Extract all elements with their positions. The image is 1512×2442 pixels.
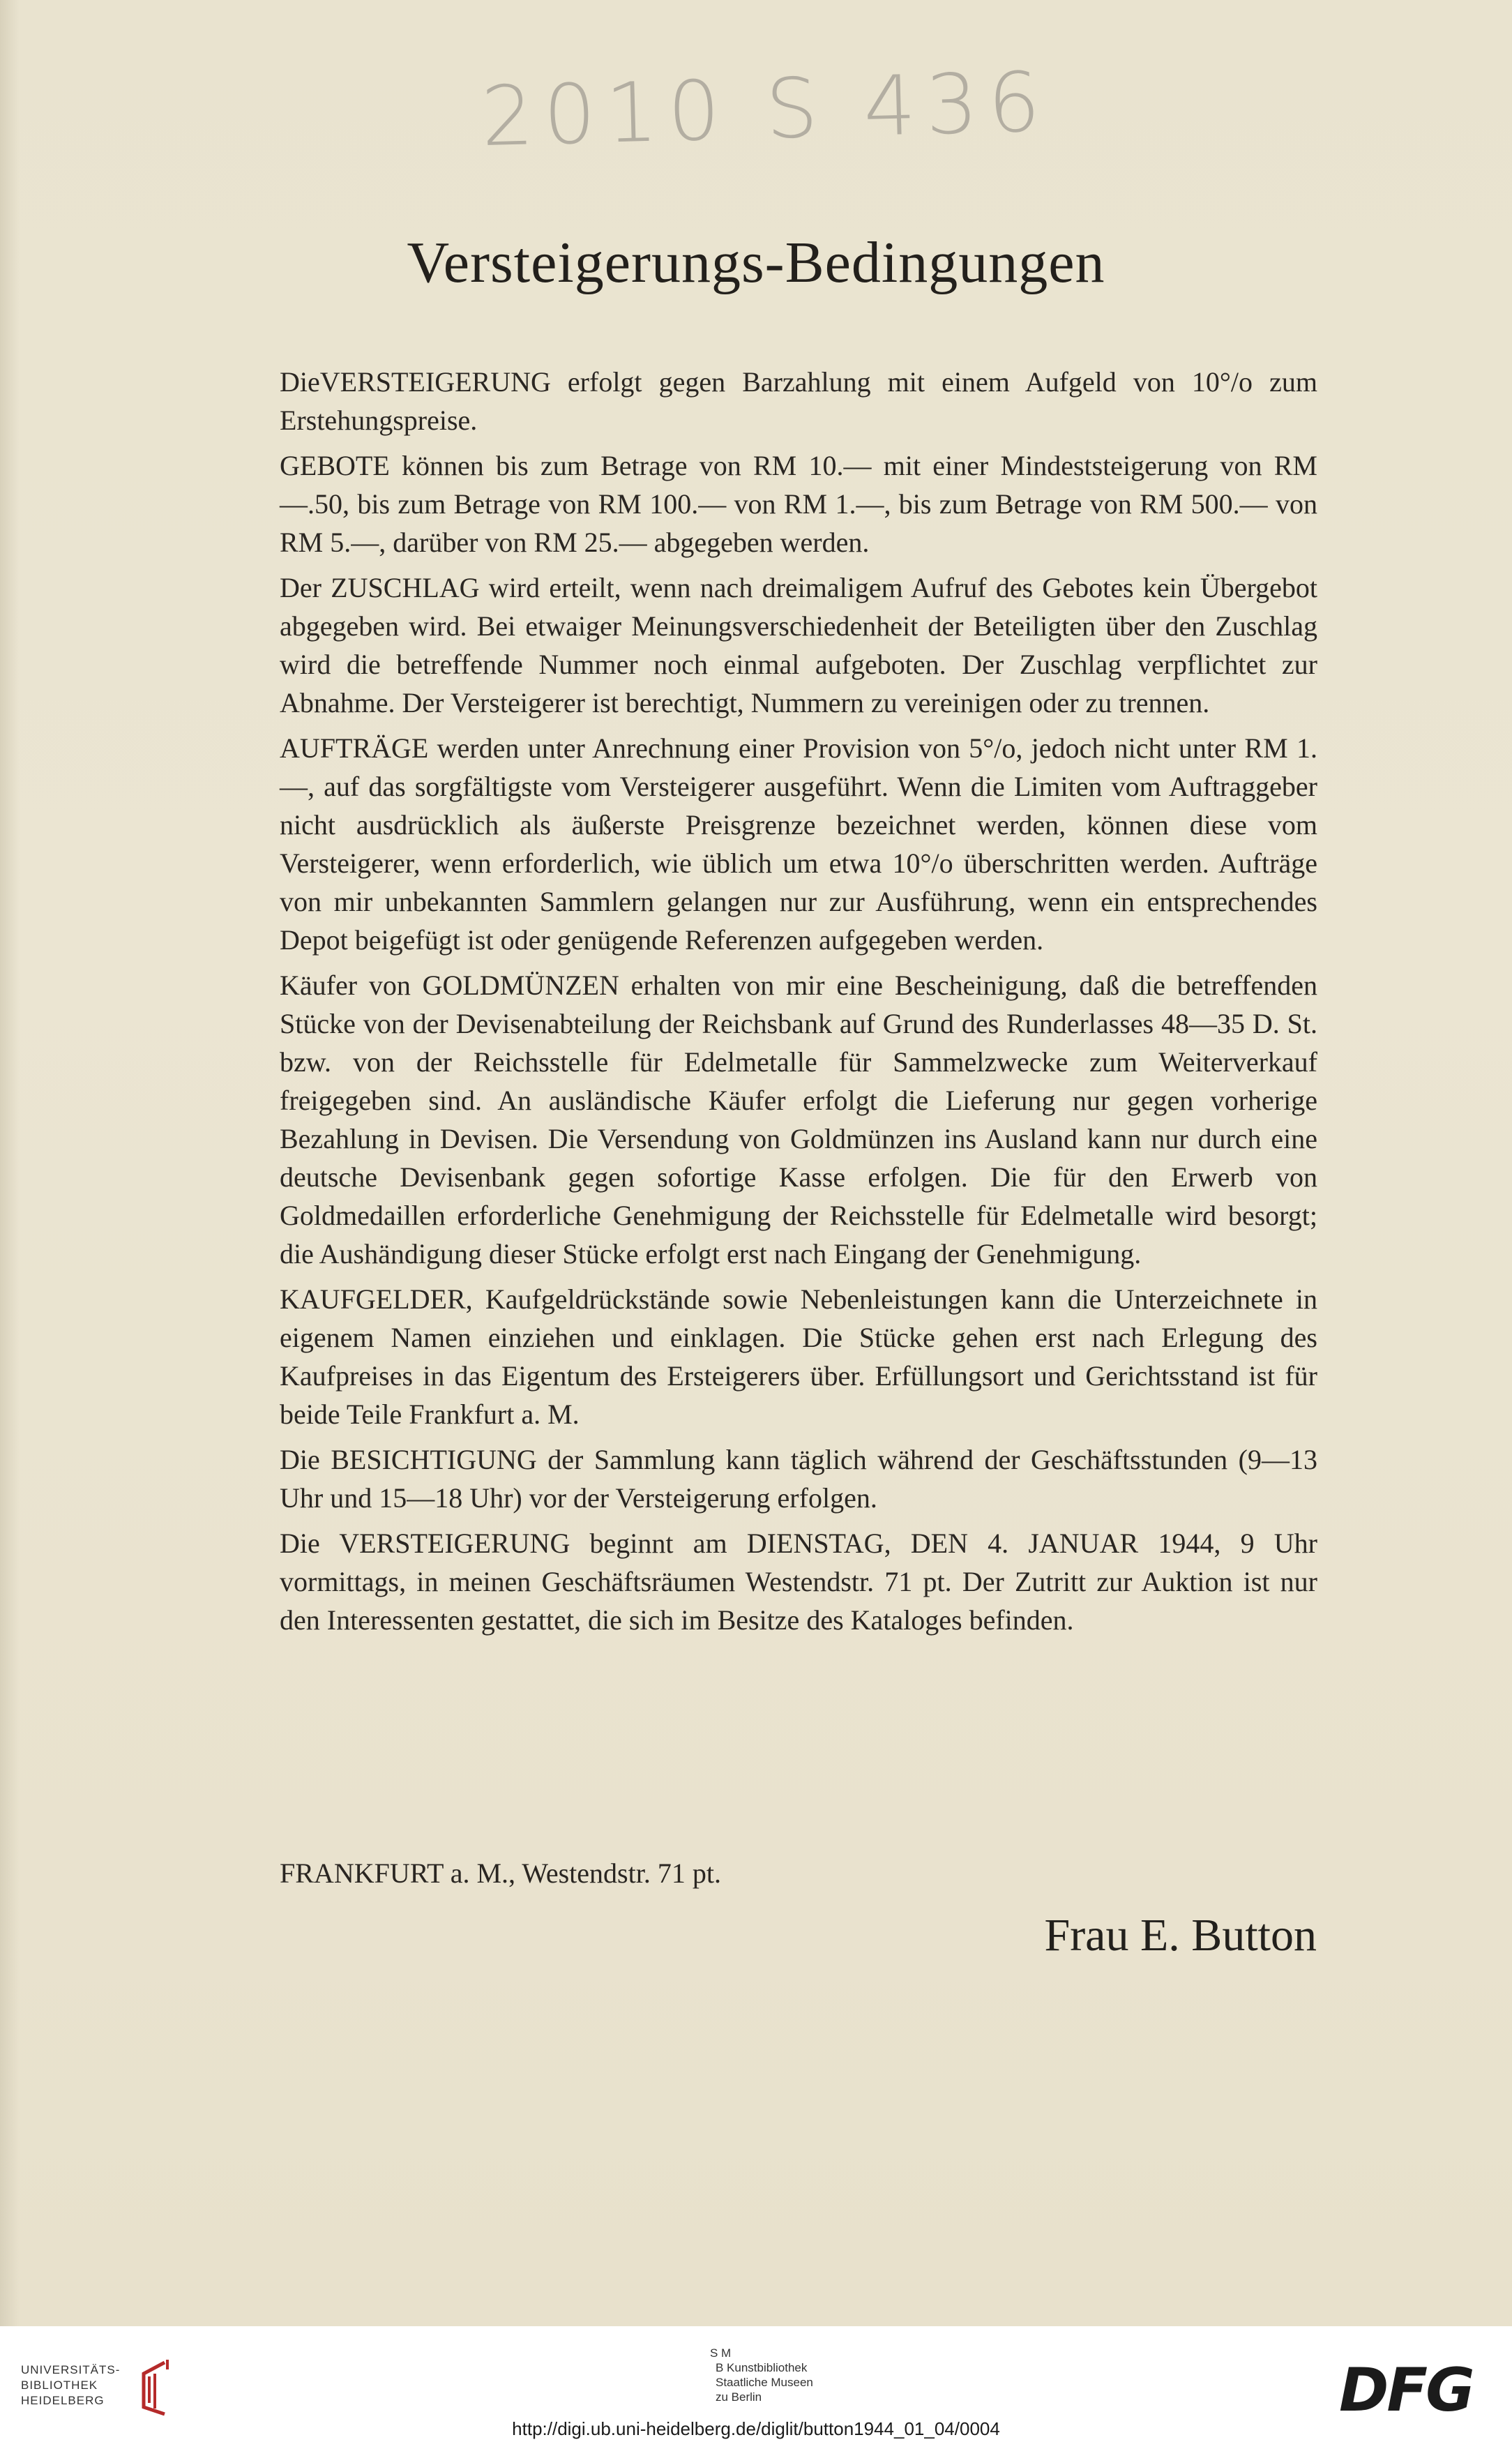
stamp-line: B Kunstbibliothek [716,2361,808,2374]
paragraph-auftraege: AUFTRÄGE werden unter Anrechnung einer Provision von 5°/o, jedoch nicht unter RM 1.—, auf das sorgfältigste vom Versteigerer ausgeführt. Wenn die Limiten vom Auftraggeber nicht ausdrücklich als äußerste Preisgrenze bezeichnet werden, können diese vom Versteigerer, wenn erforderlich, wie üblich um etwa 10°/o überschritten werden. Aufträge von mir unbekannten Sammlern gelangen nur zur Ausführung, wenn ein entsprechendes Depot beigefügt ist oder genügende Referenzen aufgegeben werden. [280,732,1317,956]
library-name-line: BIBLIOTHEK [21,2379,98,2392]
paragraph-zuschlag: Der ZUSCHLAG wird erteilt, wenn nach dreimaligem Aufruf des Gebotes kein Übergebot abgegeben wird. Bei etwaiger Meinungsverschiedenheit der Beteiligten über den Zuschlag wird die betreffende Nummer noch einmal aufgeboten. Der Zuschlag verpflichtet zur Abnahme. Der Versteigerer ist berechtigt, Nummern zu vereinigen oder zu trennen. [280,572,1317,718]
permalink-url[interactable]: http://digi.ub.uni-heidelberg.de/diglit/button1944_01_04/0004 [512,2418,1000,2439]
paragraph-versteigerung: DieVERSTEIGERUNG erfolgt gegen Barzahlung mit einem Aufgeld von 10°/o zum Erstehungspreise. [280,366,1317,436]
handwritten-shelfmark: 2010 S 436 [480,53,1052,165]
library-mark-icon [137,2358,176,2417]
conditions-text [280,363,1317,1646]
stamp-line: Staatliche Museen [716,2376,813,2389]
library-name-line: HEIDELBERG [21,2394,105,2407]
place-line: FRANKFURT a. M., Westendstr. 71 pt. [280,1857,721,1889]
digitization-footer [0,2326,1512,2442]
paragraph-besichtigung: Die BESICHTIGUNG der Sammlung kann täglich während der Geschäftsstunden (9—13 Uhr und 15—18 Uhr) vor der Versteigerung erfolgen. [280,1444,1317,1514]
museum-stamp [710,2346,863,2404]
library-name-line: UNIVERSITÄTS- [21,2363,121,2376]
signature: Frau E. Button [1044,1910,1317,1961]
document-title: Versteigerungs-Bedingungen [407,230,1105,295]
paragraph-versteigerung-termin: Die VERSTEIGERUNG beginnt am DIENSTAG, DEN 4. JANUAR 1944, 9 Uhr vormittags, in meinen Geschäftsräumen Westendstr. 71 pt. Der Zutritt zur Auktion ist nur den Interessenten gestattet, die sich im Besitze des Kataloges befinden. [280,1528,1317,1636]
dfg-logo[interactable]: DFG [1339,2356,1473,2425]
paragraph-kaufgelder: KAUFGELDER, Kaufgeldrückstände sowie Nebenleistungen kann die Unterzeichnete in eigenem Namen einziehen und einklagen. Die Stücke gehen erst nach Erlegung des Kaufpreises in das Eigentum des Ersteigerers über. Erfüllungsort und Gerichtsstand ist für beide Teile Frankfurt a. M. [280,1283,1317,1430]
stamp-line: zu Berlin [716,2390,762,2404]
paragraph-gebote: GEBOTE können bis zum Betrage von RM 10.— mit einer Mindeststeigerung von RM —.50, bis zum Betrage von RM 100.— von RM 1.—, bis zum Betrage von RM 500.— von RM 5.—, darüber von RM 25.— abgegeben werden. [280,450,1317,558]
paragraph-goldmuenzen: Käufer von GOLDMÜNZEN erhalten von mir eine Bescheinigung, daß die betreffenden Stücke von der Devisenabteilung der Reichsbank auf Grund des Runderlasses 48—35 D. St. bzw. von der Reichsstelle für Edelmetalle für Sammelzwecke zum Weiterverkauf freigegeben sind. An ausländische Käufer erfolgt die Lieferung nur gegen vorherige Bezahlung in Devisen. Die Versendung von Goldmünzen ins Ausland kann nur durch eine deutsche Devisenbank gegen sofortige Kasse erfolgen. Die für den Erwerb von Goldmedaillen erforderliche Genehmigung der Reichsstelle für Edelmetalle wird besorgt; die Aushändigung dieser Stücke erfolgt erst nach Eingang der Genehmigung. [280,970,1317,1269]
stamp-header: S M [710,2346,732,2360]
